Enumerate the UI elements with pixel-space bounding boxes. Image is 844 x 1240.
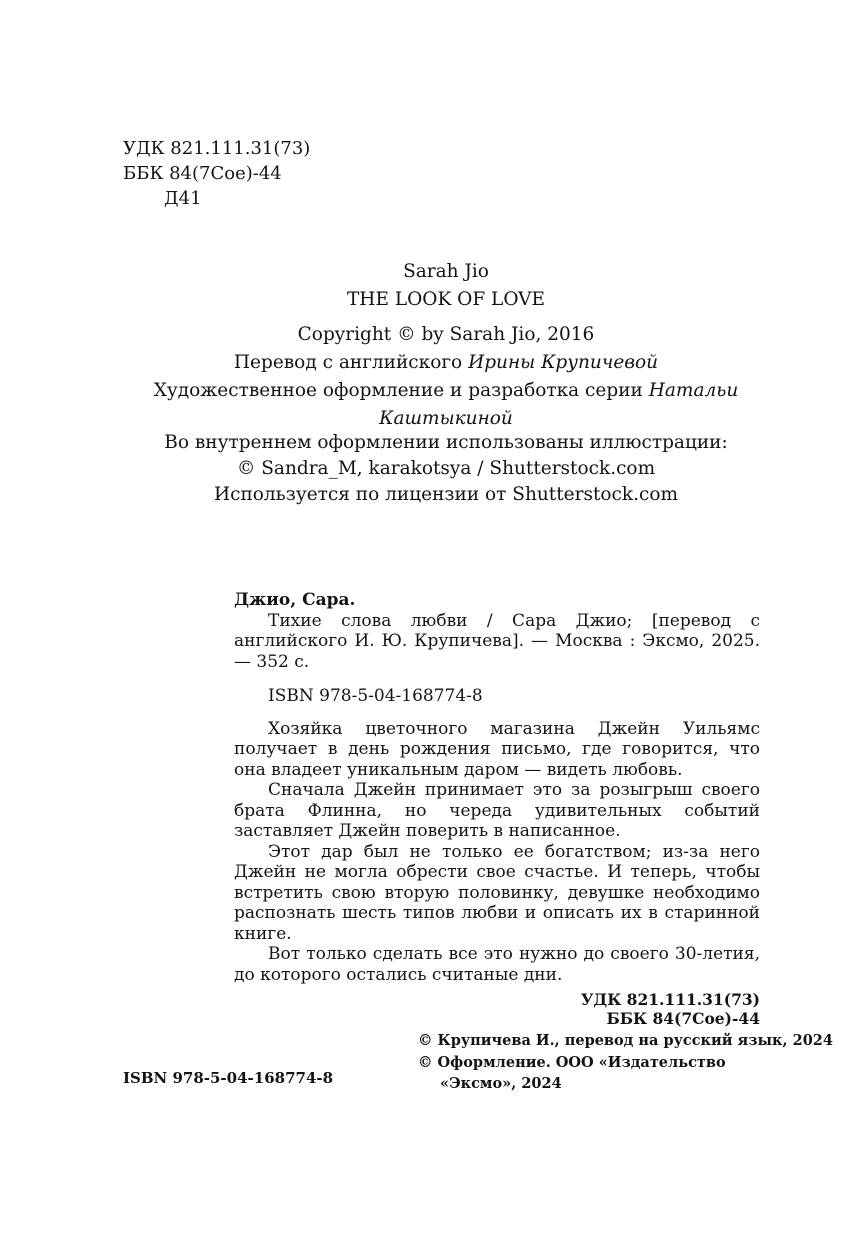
footer-isbn: ISBN 978-5-04-168774-8 bbox=[123, 1069, 334, 1087]
original-title-line: THE LOOK OF LOVE bbox=[346, 289, 546, 310]
author-sign-line: Д41 bbox=[164, 188, 202, 209]
annotation-paragraph: Вот только сделать все это нужно до своего 30-летия, до которого остались считаные дни. bbox=[234, 944, 760, 985]
card-author-heading: Джио, Сара. bbox=[234, 590, 356, 610]
design-credit-line bbox=[123, 377, 769, 433]
translation-credit-line bbox=[123, 349, 769, 377]
license-line: Используется по лицензии от Shutterstock.com bbox=[213, 484, 679, 505]
illustration-credits-block bbox=[123, 430, 769, 508]
annotation-paragraph: Этот дар был не только ее богатством; из-за него Джейн не могла обрести свое счастье. И теперь, чтобы встретить свою вторую половинку, девушке необходимо распознать шесть типов любви и описать их в старинной книге. bbox=[234, 841, 760, 944]
card-codes-block bbox=[234, 990, 760, 1028]
copyright-line: Copyright © by Sarah Jio, 2016 bbox=[297, 324, 595, 345]
illustration-credit-line: Во внутреннем оформлении использованы иллюстрации: bbox=[164, 432, 728, 453]
design-copyright-line: © Оформление. ООО «Издательство bbox=[418, 1053, 726, 1071]
original-author-line: Sarah Jio bbox=[403, 261, 489, 282]
bbk-code-line: ББК 84(7Сое)-44 bbox=[123, 163, 282, 184]
illustration-authors-line: © Sandra_M, karakotsya / Shutterstock.com bbox=[236, 458, 656, 479]
bbk-right-line: ББК 84(7Сое)-44 bbox=[606, 1009, 760, 1028]
translator-name: Ирины Крупичевой bbox=[468, 352, 659, 373]
translation-credit-prefix: Перевод с английского bbox=[233, 352, 463, 373]
annotation-paragraph: Хозяйка цветочного магазина Джейн Уильямс получает в день рождения письмо, где говорится, что она владеет уникальным даром — видеть любовь. bbox=[234, 718, 760, 780]
bibliographic-entry: Тихие слова любви / Сара Джио; [перевод с английского И. Ю. Крупичева]. — Москва : Эксмо, 2025. — 352 с. bbox=[234, 610, 760, 672]
top-codes-block bbox=[123, 136, 310, 211]
original-title-block bbox=[123, 258, 769, 433]
isbn-line: ISBN 978-5-04-168774-8 bbox=[268, 686, 483, 706]
udc-right-line: УДК 821.111.31(73) bbox=[580, 990, 760, 1009]
catalog-card-block bbox=[234, 590, 760, 1028]
designer-name: Натальи Каштыкиной bbox=[379, 380, 739, 429]
design-credit-prefix: Художественное оформление и разработка серии bbox=[153, 380, 643, 401]
udc-code-line: УДК 821.111.31(73) bbox=[123, 138, 311, 159]
publisher-copyright-line: «Эксмо», 2024 bbox=[440, 1075, 562, 1092]
translation-copyright-line: © Крупичева И., перевод на русский язык, 2024 bbox=[418, 1032, 833, 1049]
annotation-paragraph: Сначала Джейн принимает это за розыгрыш своего брата Флинна, но череда удивительных событий заставляет Джейн поверить в написанное. bbox=[234, 780, 760, 841]
footer-copyright-block bbox=[418, 1030, 833, 1095]
